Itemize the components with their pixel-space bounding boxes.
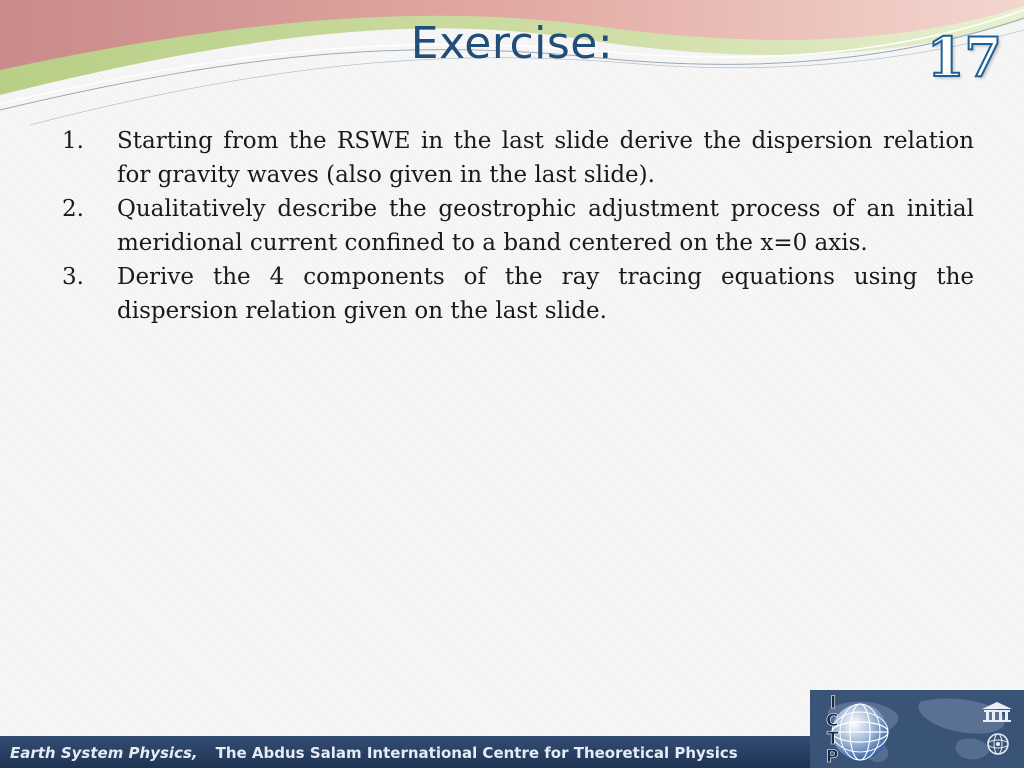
footer-text xyxy=(10,744,738,762)
slide-number: 17 xyxy=(926,25,1002,89)
footer-left-text: Earth System Physics, xyxy=(10,744,198,762)
list-item xyxy=(62,124,974,192)
list-item-number: 3. xyxy=(62,264,84,290)
unesco-temple-icon xyxy=(980,700,1014,724)
footer-right-text: The Abdus Salam International Centre for Theoretical Physics xyxy=(215,744,738,762)
iaea-emblem-icon xyxy=(984,730,1012,758)
svg-text:I: I xyxy=(830,693,837,713)
list-item xyxy=(62,260,974,328)
ictp-globe-icon xyxy=(814,692,894,768)
list-item-number: 2. xyxy=(62,196,84,222)
exercise-list xyxy=(62,124,974,328)
slide-title: Exercise: xyxy=(410,18,614,69)
svg-text:T: T xyxy=(827,729,839,749)
list-item-text: Starting from the RSWE in the last slide derive the dispersion relation for gravity waves (also given in the last slide). xyxy=(117,128,974,188)
list-item-text: Derive the 4 components of the ray tracing equations using the dispersion relation given on the last slide. xyxy=(117,264,974,324)
list-item xyxy=(62,192,974,260)
list-item-text: Qualitatively describe the geostrophic adjustment process of an initial meridional current confined to a band centered on the x=0 axis. xyxy=(117,196,974,256)
svg-text:P: P xyxy=(826,747,839,767)
svg-text:C: C xyxy=(826,711,839,731)
list-item-number: 1. xyxy=(62,128,84,154)
